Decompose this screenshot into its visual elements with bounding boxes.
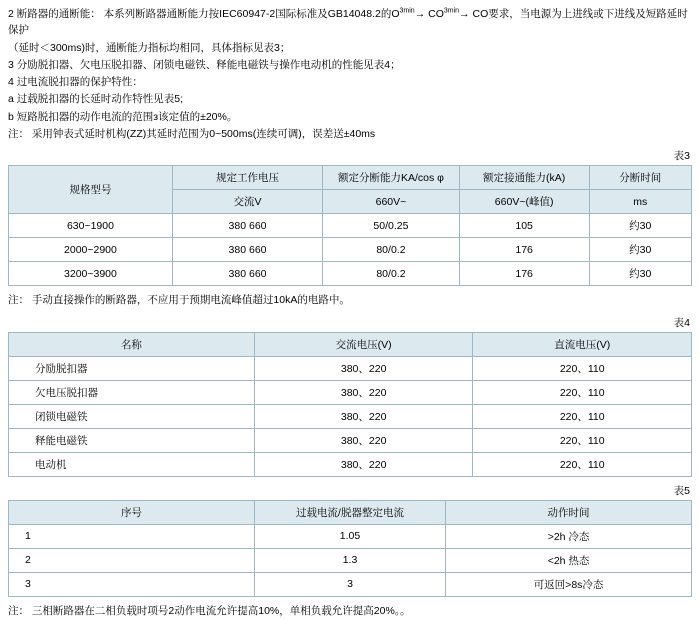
paragraph-1-sup-2: 3min [443, 7, 460, 15]
table5-note: 注： 三相断路器在二相负载时项号2动作电流允许提高10%，单相负载允许提高20%。。 [8, 604, 411, 617]
intro-paragraphs [8, 6, 692, 142]
table4-cell-dc: 220、110 [473, 356, 692, 380]
table-row [9, 380, 692, 404]
table3-caption: 表3 [673, 150, 690, 163]
table5-cell-time: <2h 热态 [446, 548, 692, 572]
table3-header-making: 额定接通能力(kA) [459, 166, 589, 190]
table4-cell-dc: 220、110 [473, 404, 692, 428]
paragraph-2: （延时＜300ms)时，通断能力指标均相同，具体指标见表3； [8, 41, 291, 54]
table-overload-characteristic [8, 500, 692, 597]
table3-cell-time: 约30 [589, 262, 691, 286]
table4-cell-dc: 220、110 [473, 428, 692, 452]
table3-header-model: 规格型号 [9, 166, 173, 214]
table-row [9, 452, 692, 476]
table4-header-ac: 交流电压(V) [254, 332, 473, 356]
table4-cell-dc: 220、110 [473, 452, 692, 476]
table3-cell-model: 3200~3900 [9, 262, 173, 286]
table4-body [9, 356, 692, 476]
table-row [9, 262, 692, 286]
table4-cell-name: 欠电压脱扣器 [9, 380, 255, 404]
table3-cell-model: 2000~2900 [9, 238, 173, 262]
table-accessory-voltage [8, 332, 692, 477]
paragraph-5: a 过载脱扣器的长延时动作特性见表5; [8, 93, 184, 106]
table5-cell-no: 1 [9, 524, 255, 548]
table3-cell-making: 176 [459, 262, 589, 286]
table3-subheader-time: ms [589, 190, 691, 214]
table5-caption: 表5 [673, 484, 690, 497]
table5-header-current: 过载电流/脱器整定电流 [254, 500, 445, 524]
table4-cell-name: 闭锁电磁铁 [9, 404, 255, 428]
table-row [9, 548, 692, 572]
table3-note: 注： 手动直接操作的断路器，不应用于预期电流峰值超过10kA的电路中。 [8, 294, 350, 307]
table3-cell-making: 176 [459, 238, 589, 262]
table-row [9, 524, 692, 548]
table4-cell-ac: 380、220 [254, 380, 473, 404]
table3-header-time: 分断时间 [589, 166, 691, 190]
table3-cell-breaking: 80/0.2 [323, 262, 460, 286]
table3-subheader-breaking: 660V~ [323, 190, 460, 214]
table4-cell-name: 释能电磁铁 [9, 428, 255, 452]
table3-body [9, 214, 692, 286]
table5-cell-time: >2h 冷态 [446, 524, 692, 548]
table3-cell-time: 约30 [589, 238, 691, 262]
table3-cell-breaking: 50/0.25 [323, 214, 460, 238]
table4-header-name: 名称 [9, 332, 255, 356]
table3-cell-making: 105 [459, 214, 589, 238]
table4-cell-ac: 380、220 [254, 428, 473, 452]
table3-cell-voltage: 380 660 [172, 238, 322, 262]
table4-head [9, 332, 692, 356]
table5-header-no: 序号 [9, 500, 255, 524]
paragraph-3: 3 分励脱扣器、欠电压脱扣器、闭锁电磁铁、释能电磁铁与操作电动机的性能见表4； [8, 58, 401, 71]
paragraph-4: 4 过电流脱扣器的保护特性： [8, 76, 143, 89]
table5-cell-current: 1.05 [254, 524, 445, 548]
table3-subheader-making: 660V~(峰值) [459, 190, 589, 214]
table-row [9, 214, 692, 238]
table5-cell-time: 可返回>8s冷态 [446, 572, 692, 596]
table5-body [9, 524, 692, 596]
table4-cell-ac: 380、220 [254, 356, 473, 380]
table5-head [9, 500, 692, 524]
paragraph-1-text-b: → CO [414, 8, 444, 20]
table4-cell-dc: 220、110 [473, 380, 692, 404]
table-row [9, 404, 692, 428]
table5-cell-current: 3 [254, 572, 445, 596]
table4-cell-ac: 380、220 [254, 404, 473, 428]
table-row [9, 238, 692, 262]
table4-header-dc: 直流电压(V) [473, 332, 692, 356]
paragraph-7: 注： 采用钟表式延时机构(ZZ)其延时范围为0~500ms(连续可调)，误差送±40ms [8, 127, 376, 140]
table3-cell-voltage: 380 660 [172, 214, 322, 238]
table3-cell-model: 630~1900 [9, 214, 173, 238]
paragraph-1-text-c: → CO要求，当电源为上进线或下进线及短路延时保护 [8, 8, 688, 37]
table4-cell-name: 电动机 [9, 452, 255, 476]
table-row [9, 572, 692, 596]
table4-header-row [9, 332, 692, 356]
table3-subheader-voltage: 交流V [172, 190, 322, 214]
table3-header-voltage: 规定工作电压 [172, 166, 322, 190]
table3-header-breaking: 额定分断能力KA/cos φ [323, 166, 460, 190]
table3-cell-voltage: 380 660 [172, 262, 322, 286]
table5-header-row [9, 500, 692, 524]
paragraph-1-text-a: 2 断路器的通断能： 本系列断路器通断能力按IEC60947-2国际标准及GB14048.2的O [8, 8, 400, 20]
table3-head [9, 166, 692, 214]
table5-cell-no: 3 [9, 572, 255, 596]
table-breaking-capacity [8, 165, 692, 286]
table4-caption: 表4 [673, 316, 690, 329]
table-row [9, 356, 692, 380]
paragraph-1-sup-1: 3min [399, 7, 415, 15]
table3-cell-time: 约30 [589, 214, 691, 238]
table3-header-row-1 [9, 166, 692, 190]
table-row [9, 428, 692, 452]
table3-cell-breaking: 80/0.2 [323, 238, 460, 262]
table5-cell-current: 1.3 [254, 548, 445, 572]
table5-header-time: 动作时间 [446, 500, 692, 524]
table4-cell-name: 分励脱扣器 [9, 356, 255, 380]
table5-cell-no: 2 [9, 548, 255, 572]
table4-cell-ac: 380、220 [254, 452, 473, 476]
paragraph-6: b 短路脱扣器的动作电流的范围з该定值的±20%。 [8, 110, 238, 123]
paragraph-1 [8, 6, 692, 39]
